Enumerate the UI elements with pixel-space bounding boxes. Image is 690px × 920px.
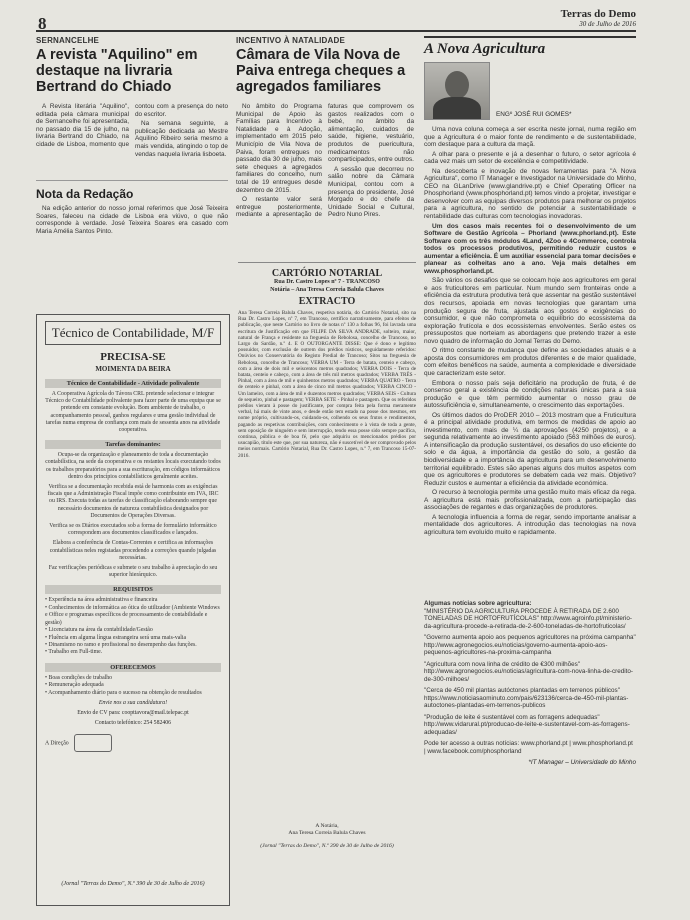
aquilino-headline: A revista "Aquilino" em destaque na livraria Bertrand do Chiado: [36, 47, 198, 95]
natalidade-paragraph: O restante valor será entregue posteriormente, mediante a apresentação de faturas que comprovem os gastos realizados com o bebé, no âmbito da alimentação, cuidados de saúde, higiene, vestuário, produtos de puericultura, medicamentos não comparticipados, entre outros.: [236, 103, 414, 219]
news-link[interactable]: "Governo aumenta apoio aos pequenos agricultores na próxima campanha" http://www.agronegocios.eu/noticias/governo-aumenta-apoio-aos-pequenos-agricultores-na-proxima-campanha: [424, 634, 636, 656]
natalidade-paragraph: A sessão que decorreu no salão nobre da Câmara Municipal, contou com a presença do presidente, José Morgado e do chefe da Unidade Social e Cultural, Pedro Nuno Pires.: [328, 165, 414, 219]
ad-task: Ocupa-se da organização e planeamento de toda a documentação contabilística, na sede da cooperativa e os restantes locais executando todos os trabalhos preparatórios para a sua escrituração, em códigos informáticos dentro dos princípios contabilísticos geralmente aceites.: [45, 452, 221, 480]
paper-name: Terras do Demo: [560, 8, 636, 20]
news-link[interactable]: "Cerca de 450 mil plantas autóctones plantadas em terrenos públicos" https://www.noticiasaominuto.com/pais/623136/cerca-de-450-mil-plantas-autoctones-plantadas-em-terrenos-publicos: [424, 687, 629, 709]
column-middle: [236, 36, 414, 263]
ad-requirement: • Fluência em alguma língua estrangeira será uma mais-valia: [45, 634, 187, 641]
agricultura-paragraph: Um dos casos mais recentes foi o desenvolvimento de um Software de Gestão Agrícola – Phorland (www.phorland.pt). Este Software com os três módulos 4Land, 4Zoo e 4Commerce, controla todos os processos produtivos, permitindo reduzir custos e aumentar a eficiência. É um auxiliar essencial para tomar decisões e planear as colheitas ano a ano. Veja mais detalhes em www.phosphorland.pt.: [424, 222, 636, 275]
top-rule: [36, 30, 636, 32]
column-right: [424, 36, 636, 766]
ad-section-offers: OFERECEMOS: [45, 663, 221, 672]
news-link[interactable]: Pode ter acesso a outras notícias: www.phorland.pt | www.phosphorland.pt | www.facebook.com/phosphorland: [424, 740, 633, 755]
cartorio-title: CARTÓRIO NOTARIAL: [271, 268, 383, 279]
page-number: 8: [38, 14, 47, 33]
ad-requirement: • Trabalho em Full-time.: [45, 649, 103, 656]
stamp-icon: [74, 734, 112, 752]
cartorio-sign-name: Ana Teresa Correia Balula Chaves: [288, 830, 366, 836]
nota-redacao-text: Na edição anterior do nosso jornal referimos que José Teixeira Soares, faleceu na cidade de Lisboa era viúvo, o que não corresponde à verdade. José Teixeira Soares era casado com Maria Amélia Santos Pinto.: [36, 205, 228, 235]
ad-section-role: Técnico de Contabilidade - Atividade polivalente: [45, 379, 221, 388]
ad-requirement: • Experiência na área administrativa e financeira: [45, 597, 158, 604]
job-ad: [36, 314, 230, 906]
author-photo: [424, 62, 490, 120]
author-signature: *IT Manager – Universidade do Minho: [528, 759, 636, 766]
aquilino-kicker: SERNANCELHE: [36, 36, 100, 45]
ad-task: Verifica se a documentação recebida está de harmonia com as exigências fiscais que a Administração Fiscal impõe como contribuinte em IVA, IRC ou IRS. Executa todas as tarefas de classificação elaborando sempre que necessário documentos de natureza contabilística designados por Documentos de Operações Diversas.: [47, 484, 219, 519]
ad-offer: • Boas condições de trabalho: [45, 674, 113, 681]
natalidade-kicker: INCENTIVO À NATALIDADE: [236, 36, 345, 45]
ad-task: Elabora a conferência de Contas-Correntes e certifica as informações contabilísticas neles registadas procedendo a correções quando julgadas necessárias.: [49, 540, 217, 561]
ad-contact-phone: Contacto telefónico: 254 582406: [94, 720, 172, 727]
ad-contact-email: Envio de CV para: coopttavora@mail.telepac.pt: [77, 710, 189, 717]
agricultura-headline: A Nova Agricultura: [424, 36, 636, 58]
cartorio-text: Ana Teresa Correia Balula Chaves, respetiva notária, do Cartório Notarial, sito na Rua Dr. Castro Lopes, nº 7, em Trancoso, certifico narrativamente, para efeitos de publicação, que neste Cartório no livro de notas nº 130 a folhas 96, foi lavrada uma escritura de Justificação em que FILIPE DA SILVA ANDRADE, solteiro, maior, natural de França e residente na freguesia de Rebolosa, concelho de Trancoso, no Largo do Sardão, n.º 4. E O OUTORGANTE DISSE: Que é dono e legítimo possuidor, com exclusão de outrem dos prédios rústicos, seguidamente referidos: Onúvios no Conservatória do Registo Predial de Trancoso; Sitos na freguesia de Rebolosa, concelho de Trancoso; VERBA UM - Terra de batata, centeio e cabeço, com a área de dois mil e seiscentos metros quadrados; VERBA DOIS - Terra de batata, centeio e cabeço, com a área de três mil metros quadrados; VERBA TRÊS - Pinhal, com a área de mil e quinhentos metros quadrados; VERBA QUATRO - Terra de centeio e pinhal, com a área de cinco mil metros quadrados; VERBA CINCO - Um lameiro, com a área de mil e duzentos metros quadrados; VERBA SEIS - Cultura de sequeiro, pinhal e pastagem; VERBA SETE - Pinhal e pastagem. Que os referidos prédios vieram à posse do justificante, por compra feita pela forma meramente verbal, há mais de vinte anos, e desde então tem estado na posse dos mesmos, em nome próprio, cultivando-os, cuidando-os, colhendo os seus frutos e rendimentos, pagando as respetivas contribuições, com conhecimento e à vista de toda a gente, sem oposição de ninguém e sem interrupção, tendo essa posse sido sempre pacífica, contínua, pública e de boa fé, pelo que adquiriu os mencionados prédios por usucapião, título este que, por sua natureza, não é suscetível de ser comprovado pelos meios normais. Cartório Notarial, Rua Dr. Castro Lopes, n.º 7, em Trancoso 15-07-2016.: [238, 310, 416, 459]
ad-offer: • Remuneração adequada: [45, 682, 104, 689]
news-link[interactable]: "MINISTÉRIO DA AGRICULTURA PROCEDE À RETIRADA DE 2.600 TONELADAS DE HORTOFRUTÍCOLAS" http://www.agroinfo.pt/ministerio-da-agricultura-procede-a-retirada-de-2-600-toneladas-de-hortofruticolas/: [424, 607, 632, 630]
cartorio-notary: Notária – Ana Teresa Correia Balula Chaves: [270, 286, 384, 293]
ad-section-tasks: Tarefas dominantes:: [45, 440, 221, 449]
agricultura-paragraph: Embora o nosso país seja deficitário na produção de fruta, é de consenso geral a existência de condições naturais únicas para a sua produção e que têm permitido aumentar o nosso grau de autossuficiência e, simultaneamente, o crescimento das exportações.: [424, 379, 636, 410]
cartorio-notice: [238, 268, 416, 850]
ad-offers-list: [45, 675, 221, 697]
ad-requirements-list: [45, 597, 221, 656]
agricultura-paragraph: Os últimos dados do ProDER 2010 – 2013 mostram que a Fruticultura é a principal atividade produtiva, em termos de medidas de apoio ao investimento, com mais de ¼ da aprovações (4250 projetos), e a segunda relativamente ao investimento apoiado (563 milhões de euros). A intensificação da produção sustentável, os desafios do uso eficiente do solo e da água, a importância da gestão do solo, a gestão da biodiversidade e a importância da agricultura para um desenvolvimento territorial equilibrado. Estes são apenas alguns dos muitos aspetos com que os agricultores e produtores se debatem cada vez mais. Objetivo? Reduzir custos e aumentar a eficiência da atividade económica.: [424, 411, 636, 487]
masthead: [561, 8, 636, 28]
agricultura-body: [424, 126, 636, 596]
ad-location: MOIMENTA DA BEIRA: [95, 365, 171, 373]
news-link[interactable]: "Agricultura com nova linha de crédito de €300 milhões" http://www.agronegocios.eu/noticias/agricultura-com-nova-linha-de-credito-de-300-milhoes/: [424, 660, 633, 683]
ad-title: Técnico de Contabilidade, M/F: [45, 321, 221, 345]
ad-requirement: • Conhecimentos de informática ao ótica do utilizador (Ambiente Windows e Office e programas específicos de processamento de contabilidade e gestão): [45, 604, 220, 626]
ad-task: Faz verificações periódicas e submete o seu trabalho à apreciação do seu superior hierárquico.: [48, 565, 218, 579]
agricultura-paragraph: Uma nova coluna começa a ser escrita neste jornal, numa região em que a Agricultura é o maior fonte de rendimento e de sustentabilidade, com destaque para a cultura da maçã.: [424, 126, 636, 149]
ad-sign: A Direção: [45, 739, 69, 746]
cartorio-credit: (Jornal "Terras do Demo", N.º 390 de 30 de Julho de 2016): [260, 843, 394, 849]
cartorio-address: Rua Dr. Castro Lopes nº 7 - TRANCOSO: [274, 279, 380, 285]
links-heading: Algumas notícias sobre agricultura:: [424, 600, 532, 607]
ad-sign-row: [45, 734, 221, 752]
news-links: [424, 600, 636, 755]
column-left: [36, 36, 228, 238]
author-block: [424, 62, 636, 120]
ad-tasks: [45, 452, 221, 579]
news-link[interactable]: "Produção de leite é sustentável com as forragens adequadas" http://www.vidarural.pt/producao-de-leite-e-sustentavel-com-as-forragens-adequadas/: [424, 713, 630, 736]
agricultura-paragraph: A olhar para o presente e já a desenhar o futuro, o setor agrícola é cada vez mais um setor de excelência e competitividade.: [424, 150, 636, 166]
ad-offer: • Acompanhamento diário para o sucesso na obtenção de resultados: [45, 689, 202, 696]
aquilino-paragraph: Na semana seguinte, a publicação dedicada ao Mestre Aquilino Ribeiro seria mesmo a mais vendida, atingindo o top de vendas naquela livraria lisboeta.: [135, 120, 228, 158]
divider: [238, 262, 416, 263]
ad-section-requirements: REQUISITOS: [45, 585, 221, 594]
ad-precisa: PRECISA-SE: [100, 351, 166, 363]
ad-task: Verifica se os Diários executados sob a forma de formulário informático correspondem aos documentos classificados e lançados.: [49, 523, 217, 537]
agricultura-paragraph: Na descoberta e inovação de novas ferramentas para "A Nova Agricultura", como IT Manager e Investigador na Universidade do Minho, CEO na GLanDrive (www.glandrive.pt) e Chief Operating Officer na Phosphorland (www.phosphorland.pt) temos vindo a projetar, investigar e desenvolver com as equipas diversos produtos para melhorar os projetos para a agricultura, no sentido de potenciar a sustentabilidade e rentabilidade das culturas com tecnologias inovadoras.: [424, 167, 636, 221]
issue-date: 30 de Julho de 2016: [579, 20, 636, 28]
cartorio-sign-label: A Notária,: [315, 823, 339, 829]
agricultura-paragraph: O recurso à tecnologia permite uma gestão muito mais eficaz da rega. A agricultura está mais profissionalizada, com a participação das associações de regantes e das organizações de produtores.: [424, 489, 636, 512]
nota-redacao-body: [36, 205, 228, 235]
aquilino-paragraph: A Revista literária "Aquilino", editada pela câmara municipal de Sernancelhe foi apresentada, no passado dia 15 de julho, na livraria Bertrand do Chiado, na cidade de Lisboa, momento que contou com a presença do neto do escritor.: [36, 103, 228, 148]
ad-intro: A Cooperativa Agrícola do Távora CRL pretende selecionar e integrar Técnico de Contabilidade polivalente para fazer parte de uma equipa que se pretende em constante evolução. Bom ambiente de trabalho, o acompanhamento pessoal, ganhos regulares e uma gestão individual de tarefas numa empresa de confiança com mais de sessenta anos na atividade cooperativa.: [45, 391, 221, 434]
aquilino-body: [36, 103, 228, 158]
nota-redacao-title: Nota da Redação: [36, 180, 228, 201]
agricultura-paragraph: O ritmo constante de mudança que define as sociedades atuais e a aposta dos consumidores em produtos diferentes e de maior qualidade, com efeitos benéficos na saúde, aumenta a complexidade e diversidade que caracterizam este setor.: [424, 347, 636, 377]
ad-requirement: • Dinamismo no ramo e profissional no desempenho das funções.: [45, 641, 197, 648]
ad-credit: (Jornal "Terras do Demo", N.º 390 de 30 de Julho de 2016): [61, 881, 205, 887]
cartorio-signature: [238, 823, 416, 837]
agricultura-paragraph: São vários os desafios que se colocam hoje aos agricultores em geral e aos fruticultores em particular. Num mundo sem fronteiras onde a eficiência da estrutura produtiva terá que assentar na gestão sustentável dos recursos, apoiada em novas tecnologias que garantam uma produção segura de fruta, ajustada aos gostos e exigências do consumidor, e que não comprometa o equilíbrio do ecossistema da exploração frutícola e dos ecossistemas envolventes. Serão estes os pressupostos que norteiam as abordagens que pretendo trazer a este novo quadro de informação do Jornal Terras do Demo.: [424, 277, 636, 345]
ad-cta: Envie nos a sua candidatura!: [98, 699, 168, 706]
agricultura-paragraph: A tecnologia influencia a forma de regar, sendo importante analisar a mentalidade dos agricultores. A introdução das tecnologias na nova agricultura tem evoluído muito e rapidamente.: [424, 513, 636, 536]
natalidade-body: [236, 103, 414, 263]
natalidade-paragraph: No âmbito do Programa Municipal de Apoio às Famílias para Incentivo à Natalidade e à Adoção, implementado em 2015 pelo Município de Vila Nova de Paiva, foram entregues no passado dia 30 de julho, mais sete cheques a agregados familiares do concelho, num total de 19 entregues desde dezembro de 2015.: [236, 103, 322, 194]
ad-requirement: • Licenciatura na área da contabilidade/Gestão: [45, 627, 153, 634]
natalidade-headline: Câmara de Vila Nova de Paiva entrega cheques a agregados familiares: [236, 47, 406, 95]
author-name: ENGº JOSÉ RUI GOMES*: [496, 111, 572, 118]
cartorio-extract: EXTRACTO: [298, 296, 356, 307]
